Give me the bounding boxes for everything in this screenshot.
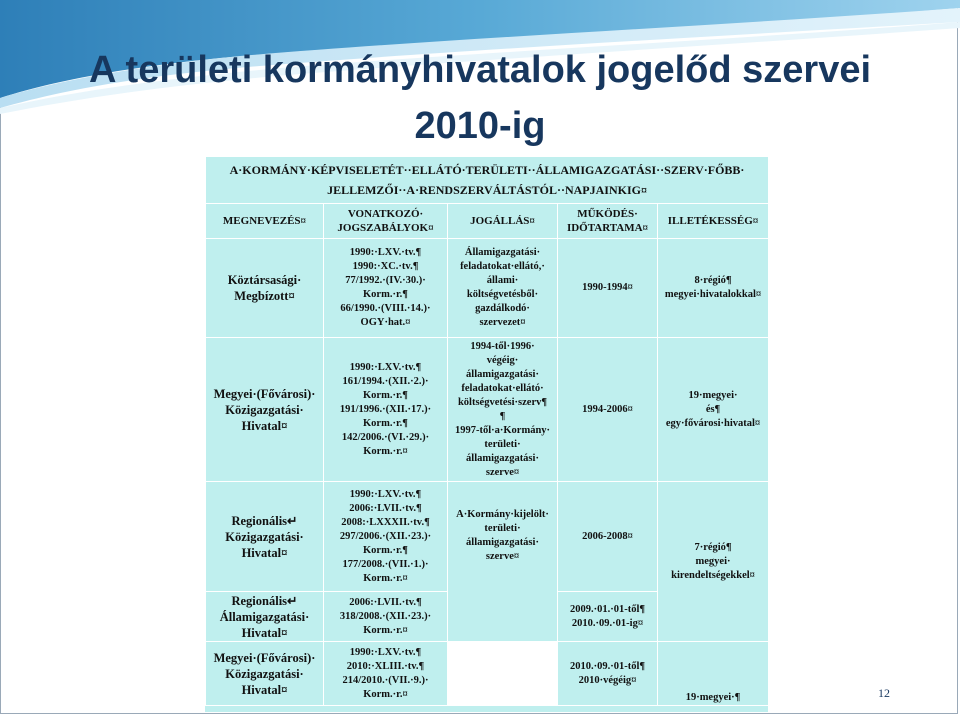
row-name: Regionális↵ Államigazgatási· Hivatal¤ <box>206 592 324 642</box>
embedded-document-table <box>205 156 768 712</box>
row-laws: 1990:·LXV.·tv.¶ 2010:·XLIII.·tv.¶ 214/2010.·(VII.·9.)· Korm.·r.¤ <box>324 642 448 706</box>
row-laws: 2006:·LVII.·tv.¶ 318/2008.·(XII.·23.)· Korm.·r.¤ <box>324 592 448 642</box>
table-row <box>206 338 769 482</box>
row-status <box>448 642 558 706</box>
row-laws: 1990:·LXV.·tv.¶ 1990:·XC.·tv.¶ 77/1992.·(IV.·30.)· Korm.·r.¶ 66/1990.·(VIII.·14.)· OGY·hat.¤ <box>324 239 448 338</box>
row-laws: 1990:·LXV.·tv.¶ 2006:·LVII.·tv.¶ 2008:·LXXXII.·tv.¶ 297/2006.·(XII.·23.)· Korm.·r.¶ 177/2008.·(VII.·1.)· Korm.·r.¤ <box>324 482 448 592</box>
legal-predecessors-table <box>205 156 768 706</box>
column-header-name: MEGNEVEZÉS¤ <box>206 204 324 239</box>
row-scope: 19·megyei·¶ <box>658 642 769 706</box>
slide-title: A területi kormányhivatalok jogelőd szervei <box>88 49 872 91</box>
row-period: 1994-2006¤ <box>558 338 658 482</box>
row-scope: 8·régió¶ megyei·hivatalokkal¤ <box>658 239 769 338</box>
row-scope: 7·régió¶ megyei· kirendeltségekkel¤ <box>658 482 769 642</box>
slide-subtitle-year: 2010-ig <box>414 105 546 147</box>
column-header-scope: ILLETÉKESSÉG¤ <box>658 204 769 239</box>
column-header-period: MŰKÖDÉS· IDŐTARTAMA¤ <box>558 204 658 239</box>
table-row <box>206 642 769 706</box>
row-name: Köztársasági· Megbízott¤ <box>206 239 324 338</box>
row-period: 2009.·01.·01-től¶ 2010.·09.·01-ig¤ <box>558 592 658 642</box>
row-period: 2010.·09.·01-től¶ 2010·végéig¤ <box>558 642 658 706</box>
row-name: Regionális↵ Közigazgatási· Hivatal¤ <box>206 482 324 592</box>
row-name: Megyei·(Fővárosi)· Közigazgatási· Hivatal¤ <box>206 338 324 482</box>
table-row <box>206 239 769 338</box>
row-status: A·Kormány·kijelölt· területi· államigazgatási· szerve¤ <box>448 482 558 642</box>
row-period: 2006-2008¤ <box>558 482 658 592</box>
table-row <box>206 482 769 592</box>
column-header-laws: VONATKOZÓ· JOGSZABÁLYOK¤ <box>324 204 448 239</box>
column-header-status: JOGÁLLÁS¤ <box>448 204 558 239</box>
document-header: A·KORMÁNY·KÉPVISELETÉT··ELLÁTÓ·TERÜLETI··ÁLLAMIGAZGATÁSI··SZERV·FŐBB· JELLEMZŐI··A·RENDSZERVÁLTÁSTÓL··NAPJAINKIG¤ <box>206 157 769 204</box>
row-status: Államigazgatási· feladatokat·ellátó,· állami· költségvetésből· gazdálkodó· szervezet¤ <box>448 239 558 338</box>
page-number: 12 <box>878 686 890 700</box>
row-laws: 1990:·LXV.·tv.¶ 161/1994.·(XII.·2.)· Korm.·r.¶ 191/1996.·(XII.·17.)· Korm.·r.¶ 142/2006.·(VI.·29.)· Korm.·r.¤ <box>324 338 448 482</box>
row-status: 1994-től·1996· végéig· államigazgatási· feladatokat·ellátó· költségvetési·szerv¶ ¶ 1997-től·a·Kormány· területi· államigazgatási· szerve¤ <box>448 338 558 482</box>
row-scope: 19·megyei· és¶ egy·fővárosi·hivatal¤ <box>658 338 769 482</box>
row-name: Megyei·(Fővárosi)· Közigazgatási· Hivatal¤ <box>206 642 324 706</box>
row-period: 1990-1994¤ <box>558 239 658 338</box>
